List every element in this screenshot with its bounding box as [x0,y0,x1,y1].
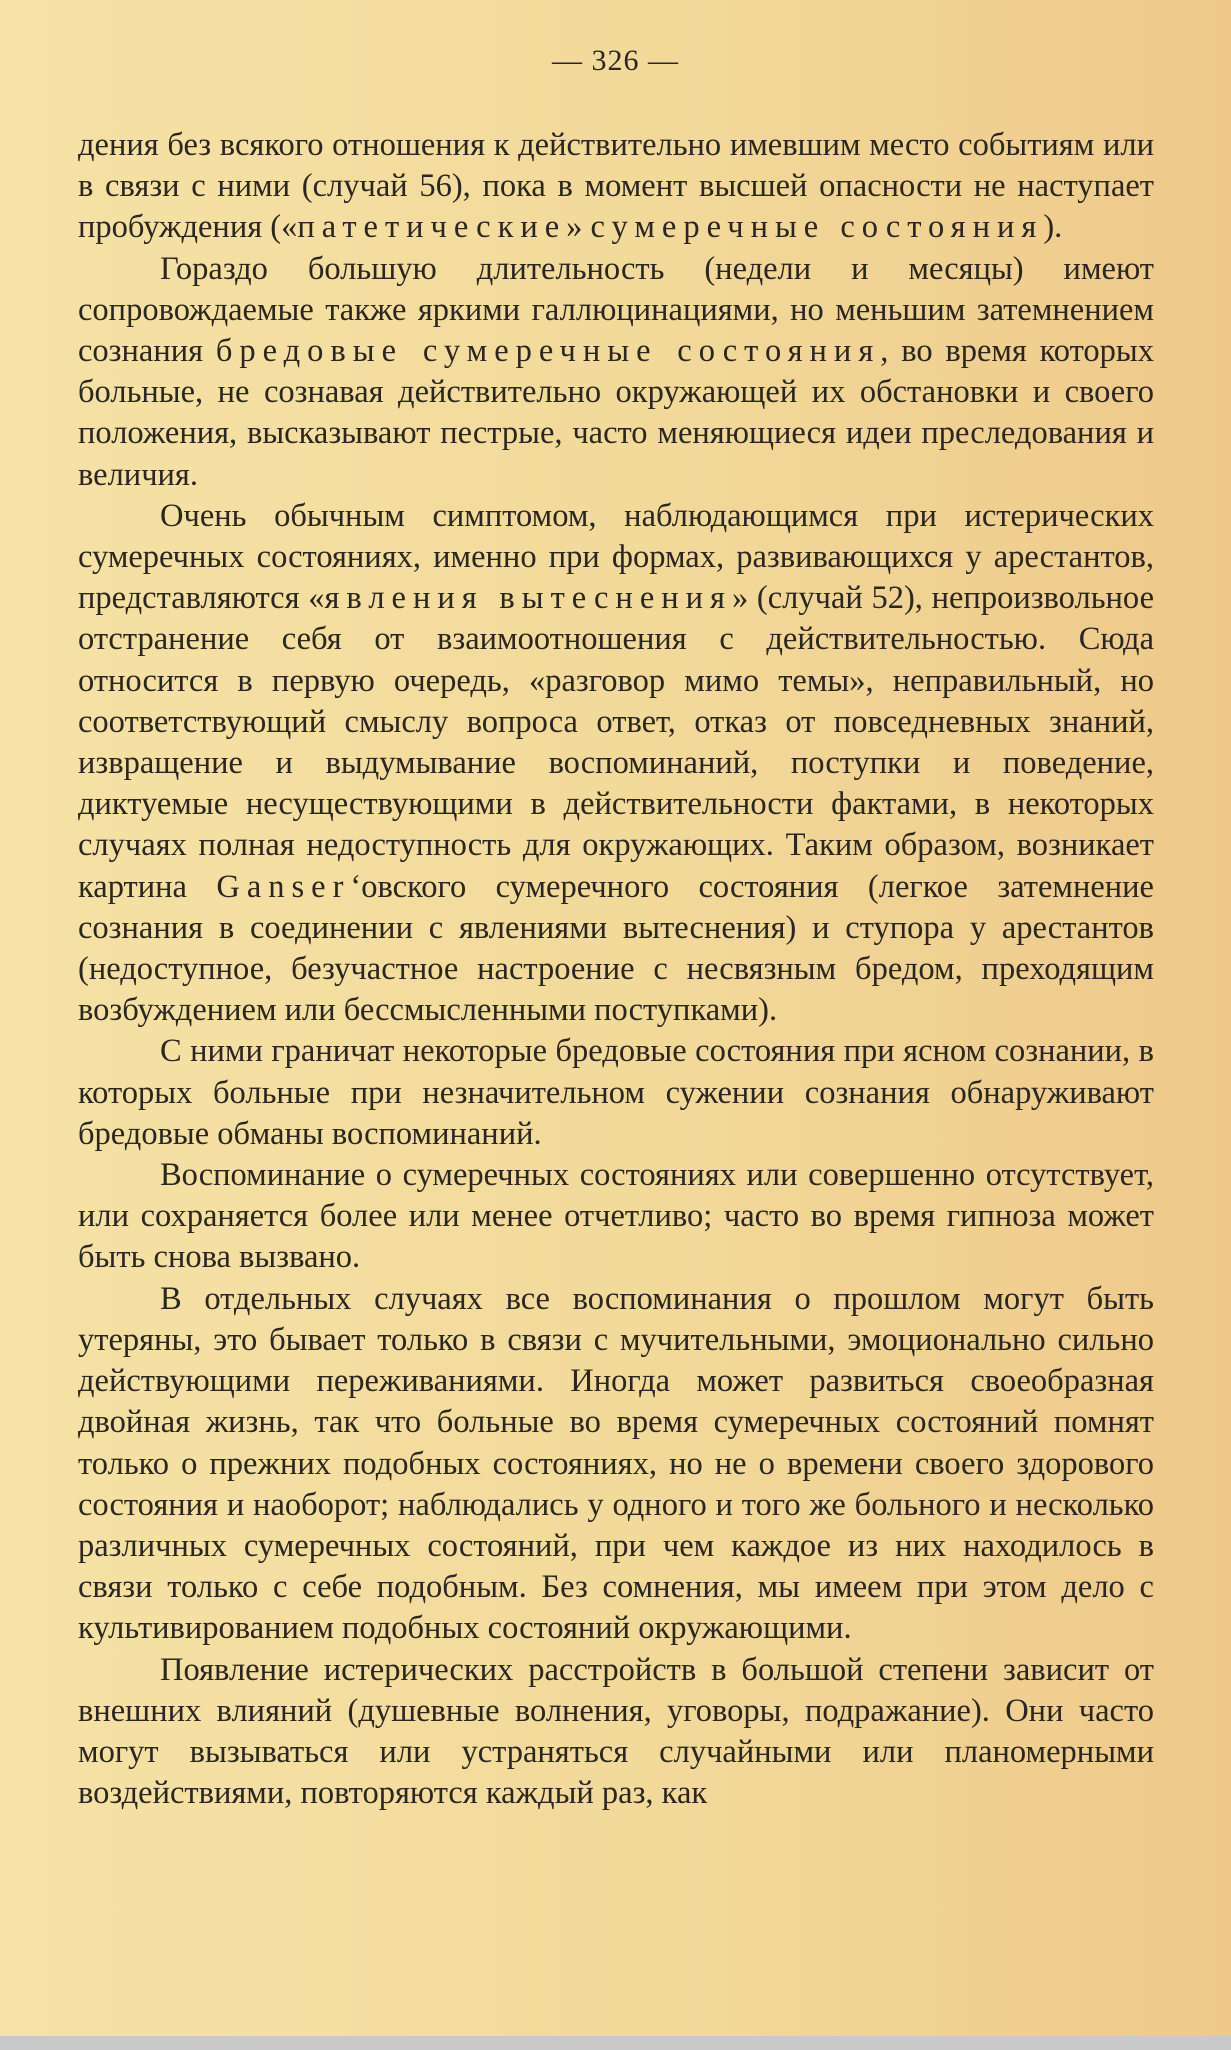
paragraph [78,1279,1154,1650]
paragraph [78,1650,1154,1815]
paragraph [78,1031,1154,1155]
spaced-emphasis-text: бредовые сумеречные состояния [215,333,881,370]
text-run: , во время которых больные, не сознавая действительно окружающей их обстановки и своего положения, высказывают пестрые, часто меняющиеся идеи преследования и величия. [78,333,1154,493]
paragraph [78,496,1154,1032]
spaced-emphasis-text: патетические [297,209,567,246]
text-run: Очень обычным симптомом, наблюдающимся при истерических сумеречных состояниях, именно при формах, развивающихся у арестантов, представляются « [78,497,1154,617]
text-run: С ними граничат некоторые бредовые состояния при ясном сознании, в которых больные при незначительном сужении сознания обнаруживают бредовые обманы воспоминаний. [78,1033,1154,1152]
paragraph [78,249,1154,496]
text-run: ). [1043,209,1063,246]
spaced-emphasis-text: сумеречные состояния [590,209,1044,246]
text-run: ‘овского сумеречного состояния (легкое затемнение сознания в соединении с явлениями вытеснения) и ступора у арестантов (недоступное, безучастное настроение с несвязным бредом, преходящим возбуждением или бессмысленными поступками). [78,868,1154,1029]
text-run: » [566,209,591,246]
text-run: дения без всякого отношения к действительно имевшим место событиям или в связи с ними (случай 56), пока в момент высшей опасности не наступает пробуждения (« [78,127,1154,246]
spaced-emphasis-text: Ganser [216,868,351,905]
text-run: » (случай 52), непроизвольное отстранение себя от взаимоотношения с действительностью. Сюда относится в первую очередь, «разговор мимо темы», неправильный, но соответствующий смыслу вопроса ответ, отказ от повседневных знаний, извращение и выдумывание воспоминаний, поступки и поведение, диктуемые несуществующими в действительности фактами, в некоторых случаях полная недоступность для окружающих. Таким образом, возникает картина [78,580,1155,905]
text-run: Гораздо большую длительность (недели и месяцы) имеют сопровождаемые также яркими галлюцинациями, но меньшим затемнением сознания [78,250,1154,370]
text-run: Воспоминание о сумеречных состояниях или совершенно отсутствует, или сохраняется более или менее отчетливо; часто во время гипноза может быть снова вызвано. [78,1157,1154,1276]
paragraph [78,1155,1154,1279]
text-run: В отдельных случаях все воспоминания о прошлом могут быть утеряны, это бывает только в связи с мучительными, эмоционально сильно действующими переживаниями. Иногда может развиться своеобразная двойная жизнь, так что больные во время сумеречных состояний помнят только о прежних подобных состояниях, но не о времени своего здорового состояния и наоборот; наблюдались у одного и того же больного и несколько различных сумеречных состояний, при чем каждое из них находилось в связи только с себе подобным. Без сомнения, мы имеем при этом дело с культивированием подобных состояний окружающими. [78,1280,1154,1647]
spaced-emphasis-text: явления вытеснения [324,580,732,617]
page-number: — 326 — [552,44,679,77]
scan-bottom-edge [0,2036,1231,2050]
body-text [78,125,1154,1814]
paragraph [78,125,1154,249]
text-run: Появление истерических расстройств в большой степени зависит от внешних влияний (душевные волнения, уговоры, подражание). Они часто могут вызываться или устраняться случайными или планомерными воздействиями, повторяются каждый раз, как [78,1651,1154,1812]
